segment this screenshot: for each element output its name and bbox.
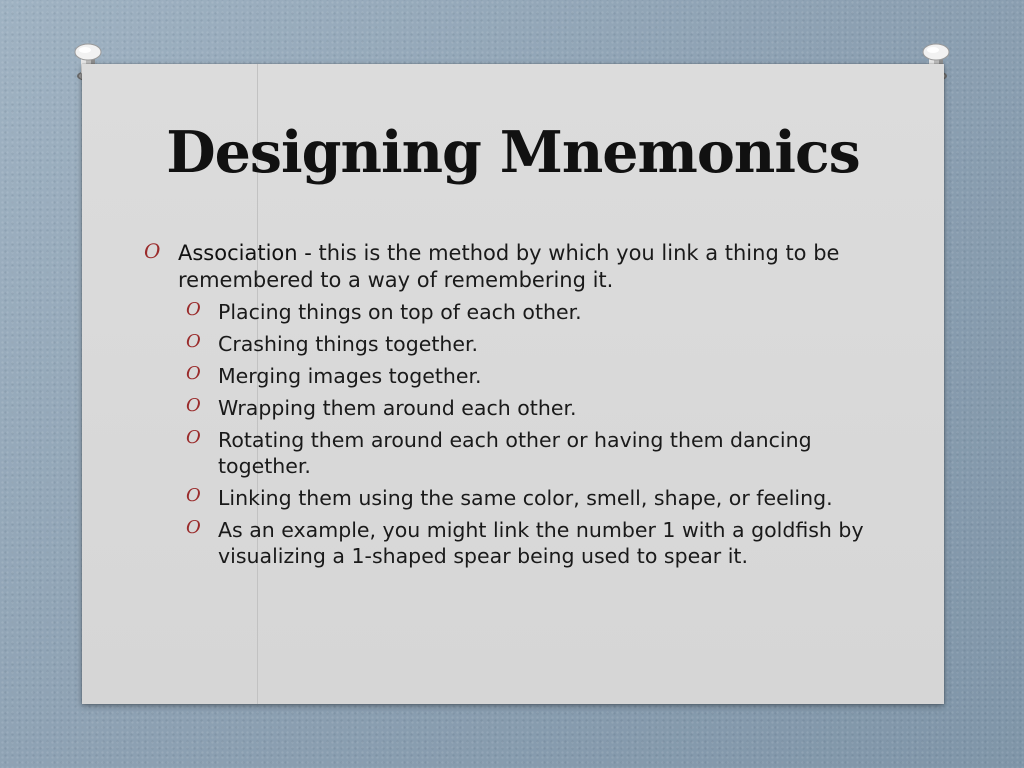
sub-bullet-text: Placing things on top of each other. — [218, 300, 582, 324]
bullet-icon: O — [186, 395, 201, 416]
sub-bullet-text: As an example, you might link the number 1 with a goldfish by visualizing a 1-shaped spear being used to spear it. — [218, 518, 864, 568]
slide-title: Designing Mnemonics — [166, 119, 860, 186]
association-text: this is the method by which you link a thing to be remembered to a way of remembering it. — [178, 241, 840, 292]
sub-bullet-text: Crashing things together. — [218, 332, 479, 356]
bullet-list — [142, 240, 902, 575]
sub-bullet — [142, 299, 902, 325]
bullet-icon: O — [186, 427, 201, 448]
sub-bullet-text: Rotating them around each other or having them dancing together. — [218, 428, 812, 478]
sub-bullet — [142, 395, 902, 421]
bullet-icon: O — [186, 363, 201, 384]
sub-bullet — [142, 331, 902, 357]
bullet-icon: O — [144, 239, 161, 263]
bullet-icon: O — [186, 517, 201, 538]
bullet-icon: O — [186, 299, 201, 320]
sub-bullet — [142, 517, 902, 569]
sub-bullet-text: Linking them using the same color, smell, shape, or feeling. — [218, 486, 833, 510]
sub-bullet-text: Merging images together. — [218, 364, 482, 388]
sub-bullet — [142, 427, 902, 479]
main-bullet-association — [142, 240, 902, 294]
sub-bullet — [142, 363, 902, 389]
association-term: Association - — [178, 241, 319, 265]
sub-bullet — [142, 485, 902, 511]
bullet-icon: O — [186, 331, 201, 352]
bullet-icon: O — [186, 485, 201, 506]
sub-bullet-text: Wrapping them around each other. — [218, 396, 577, 420]
